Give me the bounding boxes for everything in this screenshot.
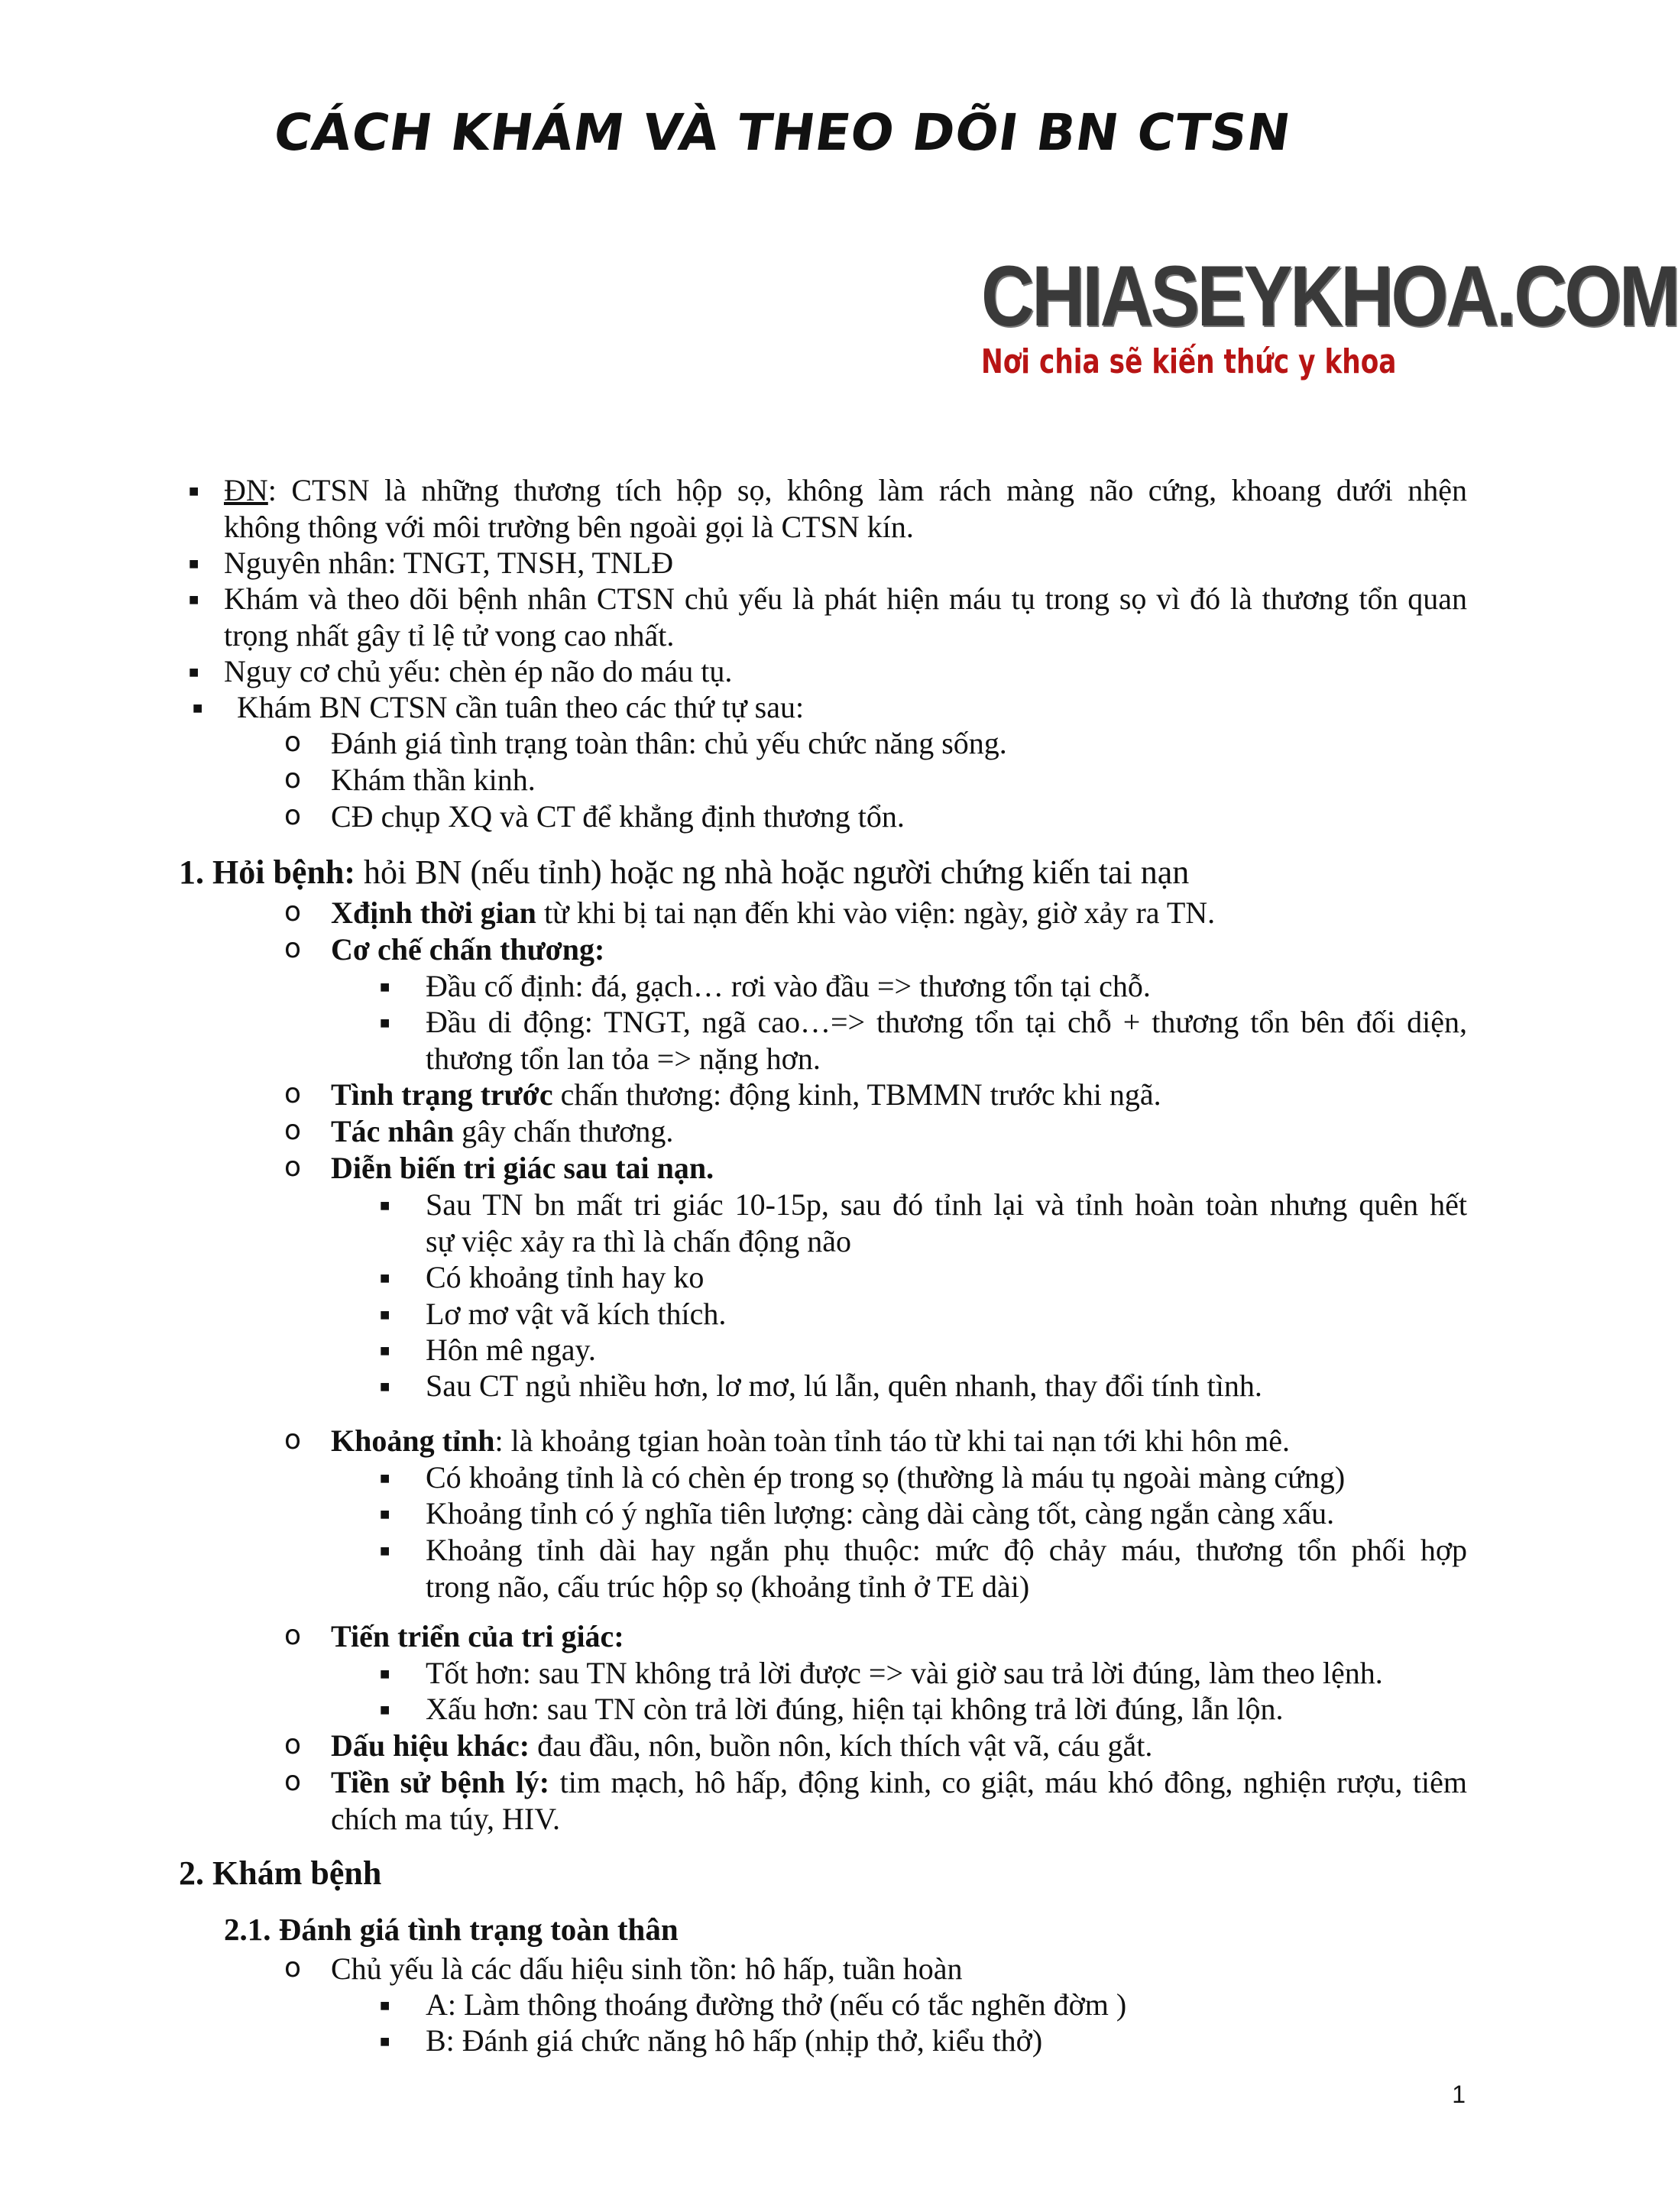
intro-order: Khám BN CTSN cần tuân theo các thứ tự sau: [237, 690, 805, 724]
square-bullet-icon: ■ [380, 1377, 390, 1396]
square-bullet-icon: ■ [380, 1196, 390, 1215]
s1-lucid-3a: Khoảng tỉnh dài hay ngắn phụ thuộc: mức độ chảy máu, thương tổn phối hợp [426, 1533, 1467, 1567]
page-title: CÁCH KHÁM VÀ THEO DÕI BN CTSN [270, 103, 1295, 162]
circle-bullet-icon: o [284, 1729, 302, 1760]
s1-lucid-1: Có khoảng tỉnh là có chèn ép trong sọ (thường là máu tụ ngoài màng cứng) [426, 1460, 1346, 1495]
square-bullet-icon: ■ [380, 1341, 390, 1360]
circle-bullet-icon: o [284, 896, 302, 928]
square-bullet-icon: ■ [380, 1268, 390, 1287]
s1-consciousness-1a: Sau TN bn mất tri giác 10-15p, sau đó tỉnh lại và tỉnh hoàn toàn nhưng quên hết [426, 1187, 1467, 1222]
s1-consciousness-2: Có khoảng tỉnh hay ko [426, 1260, 705, 1294]
s1-history-line1: Tiền sử bệnh lý: tim mạch, hô hấp, động kinh, co giật, máu khó đông, nghiện rượu, tiêm [331, 1765, 1467, 1799]
s1-lucid-3b: trong não, cấu trúc hộp sọ (khoảng tỉnh ở TE dài) [426, 1569, 1030, 1604]
s1-progress-1: Tốt hơn: sau TN không trả lời được => vài giờ sau trả lời đúng, làm theo lệnh. [426, 1656, 1383, 1690]
circle-bullet-icon: o [284, 1766, 302, 1797]
square-bullet-icon: ■ [380, 977, 390, 996]
order-item-2: Khám thần kinh. [331, 763, 536, 797]
circle-bullet-icon: o [284, 1952, 302, 1984]
s1-consciousness-3: Lơ mơ vật vã kích thích. [426, 1297, 727, 1331]
intro-cause: Nguyên nhân: TNGT, TNSH, TNLĐ [224, 546, 674, 580]
section-2-1-heading: 2.1. Đánh giá tình trạng toàn thân [224, 1912, 679, 1947]
s1-agent: Tác nhân gây chấn thương. [331, 1114, 674, 1148]
logo-main-text: CHIASEYKHOA.COM [981, 248, 1678, 344]
circle-bullet-icon: o [284, 1151, 302, 1183]
circle-bullet-icon: o [284, 763, 302, 795]
section-2-heading: 2. Khám bệnh [179, 1854, 382, 1892]
square-bullet-icon: ■ [189, 590, 199, 609]
circle-bullet-icon: o [284, 1424, 302, 1456]
s1-progress: Tiến triển của tri giác: [331, 1619, 624, 1653]
square-bullet-icon: ■ [380, 1469, 390, 1488]
page-number: 1 [1452, 2081, 1466, 2108]
site-logo [981, 248, 1678, 381]
s2-breathing: B: Đánh giá chức năng hô hấp (nhịp thở, kiểu thở) [426, 2023, 1043, 2058]
circle-bullet-icon: o [284, 1078, 302, 1109]
order-item-1: Đánh giá tình trạng toàn thân: chủ yếu chức năng sống. [331, 726, 1007, 760]
s1-prior-state: Tình trạng trước chấn thương: động kinh, TBMMN trước khi ngã. [331, 1077, 1161, 1112]
s1-consciousness: Diễn biến tri giác sau tai nạn. [331, 1151, 714, 1185]
s1-consciousness-5: Sau CT ngủ nhiều hơn, lơ mơ, lú lẫn, quên nhanh, thay đổi tính tình. [426, 1368, 1262, 1403]
square-bullet-icon: ■ [380, 1541, 390, 1560]
circle-bullet-icon: o [284, 1115, 302, 1146]
s1-mechanism: Cơ chế chấn thương: [331, 932, 605, 967]
s1-mechanism-2b: thương tổn lan tỏa => nặng hơn. [426, 1041, 821, 1076]
square-bullet-icon: ■ [380, 1664, 390, 1683]
intro-risk: Nguy cơ chủ yếu: chèn ép não do máu tụ. [224, 654, 733, 688]
square-bullet-icon: ■ [193, 698, 203, 717]
logo-tagline: Nơi chia sẽ kiến thức y khoa [981, 342, 1397, 381]
s1-consciousness-1b: sự việc xảy ra thì là chấn động não [426, 1224, 852, 1258]
square-bullet-icon: ■ [189, 481, 199, 500]
square-bullet-icon: ■ [189, 554, 199, 573]
s2-airway: A: Làm thông thoáng đường thở (nếu có tắc nghẽn đờm ) [426, 1987, 1127, 2022]
circle-bullet-icon: o [284, 727, 302, 758]
square-bullet-icon: ■ [380, 1996, 390, 2015]
s1-time: Xđịnh thời gian từ khi bị tai nạn đến khi vào viện: ngày, giờ xảy ra TN. [331, 895, 1216, 930]
intro-exam-line1: Khám và theo dõi bệnh nhân CTSN chủ yếu là phát hiện máu tụ trong sọ vì đó là thương tổn quan [224, 581, 1467, 616]
intro-exam-line2: trọng nhất gây tỉ lệ tử vong cao nhất. [224, 618, 675, 653]
s1-lucid-interval: Khoảng tỉnh: là khoảng tgian hoàn toàn tỉnh táo từ khi tai nạn tới khi hôn mê. [331, 1423, 1290, 1458]
s1-consciousness-4: Hôn mê ngay. [426, 1333, 596, 1367]
circle-bullet-icon: o [284, 800, 302, 831]
square-bullet-icon: ■ [380, 1700, 390, 1719]
section-1-heading: 1. Hỏi bệnh: hỏi BN (nếu tỉnh) hoặc ng nhà hoặc người chứng kiến tai nạn [179, 853, 1190, 891]
square-bullet-icon: ■ [380, 1013, 390, 1032]
order-item-3: CĐ chụp XQ và CT để khẳng định thương tổn. [331, 799, 905, 834]
circle-bullet-icon: o [284, 1620, 302, 1651]
s1-progress-2: Xấu hơn: sau TN còn trả lời đúng, hiện tại không trả lời đúng, lẫn lộn. [426, 1692, 1284, 1726]
square-bullet-icon: ■ [380, 1305, 390, 1324]
square-bullet-icon: ■ [380, 1504, 390, 1524]
square-bullet-icon: ■ [380, 2032, 390, 2051]
square-bullet-icon: ■ [189, 662, 199, 682]
s1-other-signs: Dấu hiệu khác: đau đầu, nôn, buồn nôn, kích thích vật vã, cáu gắt. [331, 1728, 1153, 1763]
s2-vitals: Chủ yếu là các dấu hiệu sinh tồn: hô hấp, tuần hoàn [331, 1951, 963, 1986]
s1-history-line2: chích ma túy, HIV. [331, 1802, 560, 1836]
s1-lucid-2: Khoảng tỉnh có ý nghĩa tiên lượng: càng dài càng tốt, càng ngắn càng xấu. [426, 1496, 1335, 1530]
s1-mechanism-2a: Đầu di động: TNGT, ngã cao…=> thương tổn tại chỗ + thương tổn bên đối diện, [426, 1005, 1467, 1039]
intro-definition-line2: không thông với môi trường bên ngoài gọi là CTSN kín. [224, 510, 914, 544]
intro-definition-line1: ĐN: CTSN là những thương tích hộp sọ, không làm rách màng não cứng, khoang dưới nhện [224, 473, 1467, 507]
circle-bullet-icon: o [284, 933, 302, 964]
s1-mechanism-1: Đầu cố định: đá, gạch… rơi vào đầu => thương tổn tại chỗ. [426, 969, 1151, 1003]
